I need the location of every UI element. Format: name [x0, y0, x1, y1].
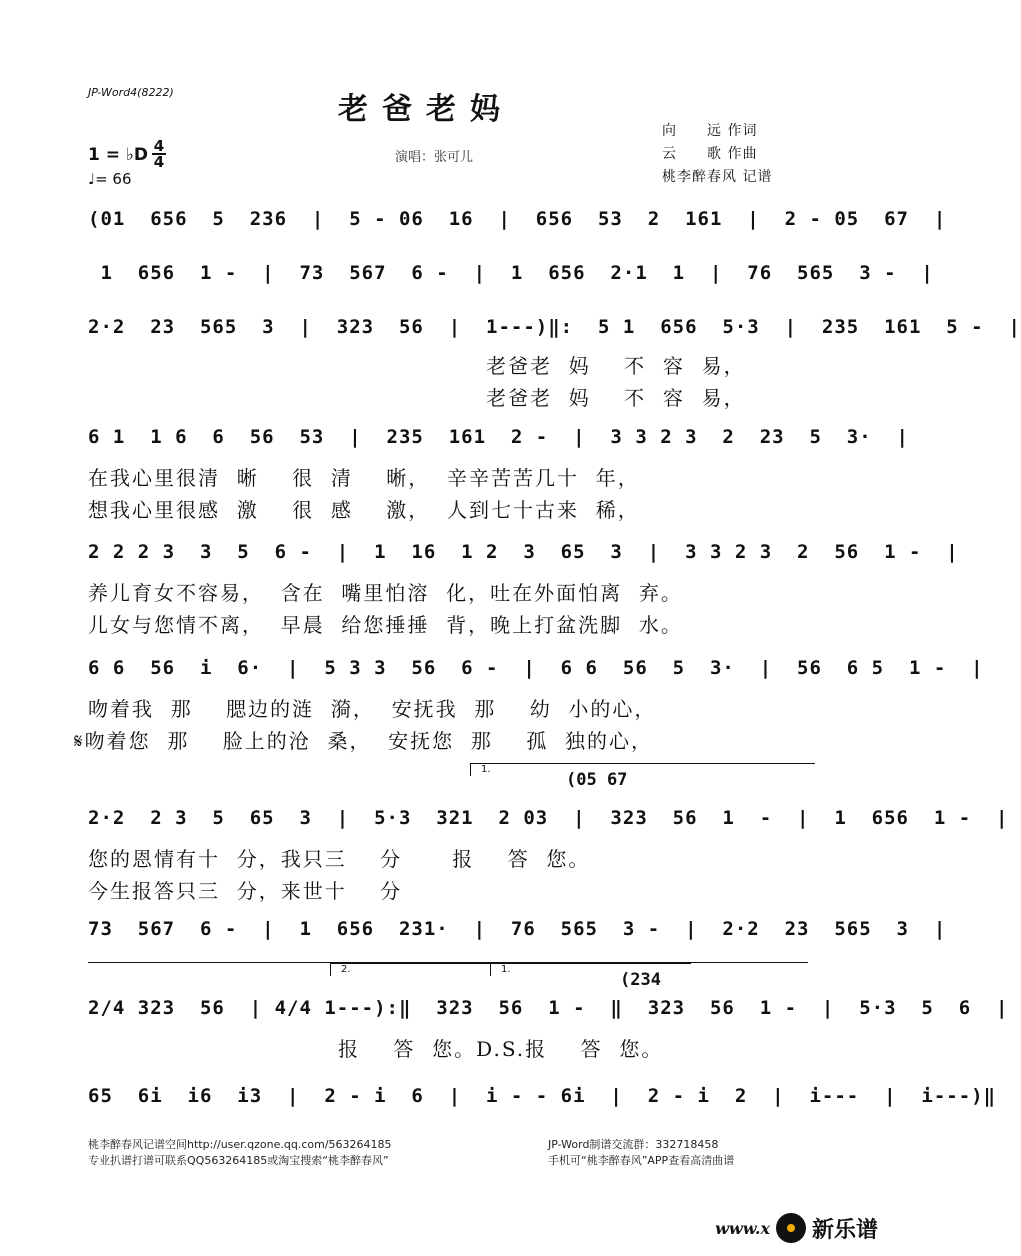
watermark-brand: 新乐谱	[811, 1217, 878, 1243]
notation-line: 73 567 6 - | 1 656 231· | 76 565 3 - | 2·2 23 565 3 |	[88, 918, 947, 940]
footer-left	[88, 1137, 392, 1169]
record-disc-icon	[776, 1213, 806, 1243]
score-system-9	[88, 997, 1009, 1061]
score-system-6	[74, 657, 984, 753]
transcriber-credit: 桃李醉春风 记谱	[662, 169, 773, 185]
lyric-verse-1: 报 答 您。D.S.报 答 您。	[338, 1037, 664, 1061]
notation-line: 65 6i i6 i3 | 2 - i 6 | i - - 6i | 2 - i 2 | i--- | i---)‖	[88, 1085, 997, 1107]
notation-line: 2·2 2 3 5 65 3 | 5·3 321 2 03 | 323 56 1 - | 1 656 1 - |	[88, 807, 1009, 829]
footer-contact: 专业扒谱打谱可联系QQ563264185或淘宝搜索“桃李醉春风”	[88, 1154, 389, 1167]
notation-line: 6 1 1 6 6 56 53 | 235 161 2 - | 3 3 2 3 2 23 5 3· |	[88, 426, 909, 448]
lyric-verse-2: 今生报答只三 分，来世十 分	[88, 879, 403, 903]
time-denominator: 4	[153, 153, 165, 171]
watermark-www: www.x	[715, 1218, 770, 1238]
score-system-8	[88, 918, 947, 958]
notation-line: 6 6 56 i 6· | 5 3 3 56 6 - | 6 6 56 5 3· | 56 6 5 1 - |	[88, 657, 984, 679]
notation-line: 2/4 323 56 | 4/4 1---):‖ 323 56 1 - ‖ 323 56 1 - | 5·3 5 6 |	[88, 997, 1009, 1019]
score-system-5	[88, 541, 959, 637]
singer-credit: 演唱：张可儿	[395, 150, 474, 165]
program-label: JP-Word4(8222)	[88, 86, 174, 99]
footer-app: 手机可“桃李醉春风”APP查看高清曲谱	[548, 1154, 735, 1167]
time-numerator: 4	[153, 137, 165, 155]
score-system-4	[88, 426, 909, 522]
lyric-verse-1: 养儿育女不容易， 含在 嘴里怕溶 化，吐在外面怕离 弃。	[88, 581, 683, 605]
lyricist-credit: 向 远 作词	[662, 123, 758, 139]
footer-right	[548, 1137, 734, 1169]
lyric-verse-1: 您的恩情有十 分，我只三 分 报 答 您。	[88, 847, 591, 871]
volta-label: 1.	[481, 764, 491, 775]
lyric-verse-2: 𝄋吻着您 那 脸上的沧 桑， 安抚您 那 孤 独的心，	[74, 729, 654, 753]
footer-group: JP-Word制谱交流群：332718458	[548, 1138, 719, 1151]
second-ending-bracket	[330, 963, 491, 976]
score-system-10	[88, 1085, 997, 1125]
score-system-2	[88, 262, 934, 302]
composer-credit: 云 歌 作曲	[662, 146, 758, 162]
credits-block	[662, 120, 772, 189]
lyric-verse-2: 儿女与您情不离， 早晨 给您捶捶 背，晚上打盆洗脚 水。	[88, 613, 683, 637]
key-signature: 1 = ♭D	[88, 145, 149, 165]
tempo-marking: ♩= 66	[88, 170, 132, 188]
notation-line: 2·2 23 565 3 | 323 56 | 1---)‖: 5 1 656 5·3 | 235 161 5 - |	[88, 316, 1021, 338]
lyric-verse-2: 想我心里很感 激 很 感 激， 人到七十古来 稀，	[88, 498, 640, 522]
lyric-verse-1: 在我心里很清 晰 很 清 晰， 辛辛苦苦几十 年，	[88, 466, 640, 490]
score-system-1	[88, 208, 947, 248]
volta-label: 1.	[501, 964, 511, 975]
song-title: 老爸老妈	[338, 92, 514, 127]
lyric-verse-1: 老爸老 妈 不 容 易，	[486, 354, 746, 378]
time-signature	[152, 139, 166, 169]
notation-line: (01 656 5 236 | 5 - 06 16 | 656 53 2 161 | 2 - 05 67 |	[88, 208, 947, 230]
volta-label: 2.	[341, 964, 351, 975]
pickup-notes: (05 67	[566, 770, 628, 790]
score-system-3	[88, 316, 1021, 410]
first-ending-bracket	[470, 763, 815, 776]
site-watermark	[715, 1210, 878, 1246]
footer-qzone-link[interactable]: 桃李醉春风记谱空间http://user.qzone.qq.com/563264185	[88, 1138, 392, 1151]
score-system-7	[88, 807, 1009, 903]
lyric-verse-1: 吻着我 那 腮边的涟 漪， 安抚我 那 幼 小的心，	[88, 697, 657, 721]
notation-line: 1 656 1 - | 73 567 6 - | 1 656 2·1 1 | 76 565 3 - |	[88, 262, 934, 284]
lyric-verse-2: 老爸老 妈 不 容 易，	[486, 386, 746, 410]
pickup-notes: (234	[620, 970, 661, 990]
notation-line: 2 2 2 3 3 5 6 - | 1 16 1 2 3 65 3 | 3 3 2 3 2 56 1 - |	[88, 541, 959, 563]
